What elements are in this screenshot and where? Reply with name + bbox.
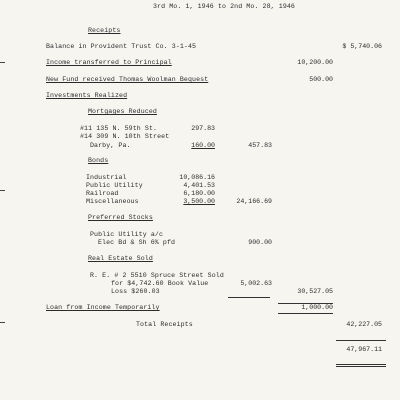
total-receipts-label: Total Receipts [136, 321, 193, 328]
loan-rule-bottom [278, 313, 333, 314]
bonds-subtotal: 24,166.69 [236, 198, 272, 205]
bond-label-public-utility: Public Utility [86, 182, 143, 189]
total-receipts-amount: 42,227.05 [346, 321, 382, 328]
bond-amount-public-utility: 4,401.53 [183, 182, 215, 189]
preferred-stocks-line-2: Elec Bd & Sh 6% pfd [98, 239, 176, 246]
real-estate-line-2: for $4,742.60 Book Value [111, 280, 209, 287]
real-estate-amount: 5,002.63 [240, 280, 272, 287]
receipts-heading: Receipts [88, 27, 121, 34]
mortgage-line-1: #11 135 N. 59th St. [80, 125, 158, 132]
bond-amount-industrial: 10,086.16 [179, 174, 215, 181]
balance-amount: $ 5,740.06 [342, 43, 382, 50]
bonds-heading: Bonds [88, 157, 109, 164]
real-estate-line-3: Loss $260.03 [111, 288, 160, 295]
margin-mark [0, 322, 5, 323]
grand-total-rule-2 [336, 366, 386, 367]
total-rule [336, 340, 386, 341]
income-transfer-amount: 10,200.00 [297, 59, 333, 66]
mortgage-line-1-amount: 297.83 [191, 125, 215, 132]
bond-label-railroad: Railroad [86, 190, 119, 197]
mortgage-line-2: #14 309 N. 10th Street [80, 133, 170, 140]
real-estate-line-1: R. E. # 2 5510 Spruce Street Sold [90, 272, 224, 279]
investments-total: 30,527.05 [297, 288, 333, 295]
bond-label-industrial: Industrial [86, 174, 127, 181]
bond-label-miscellaneous: Miscellaneous [86, 198, 139, 205]
grand-total: 47,967.11 [346, 346, 382, 353]
mortgages-subtotal: 457.83 [248, 142, 272, 149]
loan-label: Loan from Income Temporarily [46, 304, 160, 311]
mortgages-heading: Mortgages Reduced [88, 108, 157, 115]
real-estate-heading: Real Estate Sold [88, 255, 153, 262]
mortgage-line-3: Darby, Pa. [90, 142, 131, 149]
margin-mark [0, 62, 5, 63]
new-fund-label: New Fund received Thomas Woolman Bequest [46, 76, 209, 83]
margin-mark [0, 190, 5, 191]
real-estate-rule [228, 297, 270, 298]
new-fund-amount: 500.00 [309, 76, 333, 83]
bond-amount-miscellaneous: 3,500.00 [183, 198, 215, 205]
preferred-stocks-line-1: Public Utility a/c [90, 231, 164, 238]
preferred-stocks-amount: 900.00 [248, 239, 272, 246]
balance-label: Balance in Provident Trust Co. 3-1-45 [46, 43, 197, 50]
investments-heading: Investments Realized [46, 92, 128, 99]
period-header: 3rd Mo. 1, 1946 to 2nd Mo. 28, 1946 [153, 3, 295, 10]
preferred-stocks-heading: Preferred Stocks [88, 214, 153, 221]
loan-amount: 1,000.00 [301, 304, 333, 311]
mortgage-line-3-amount: 160.00 [191, 142, 215, 149]
bond-amount-railroad: 6,180.00 [183, 190, 215, 197]
loan-rule-top [278, 303, 333, 304]
income-transfer-label: Income transferred to Principal [46, 59, 172, 66]
grand-total-rule-1 [336, 364, 386, 365]
